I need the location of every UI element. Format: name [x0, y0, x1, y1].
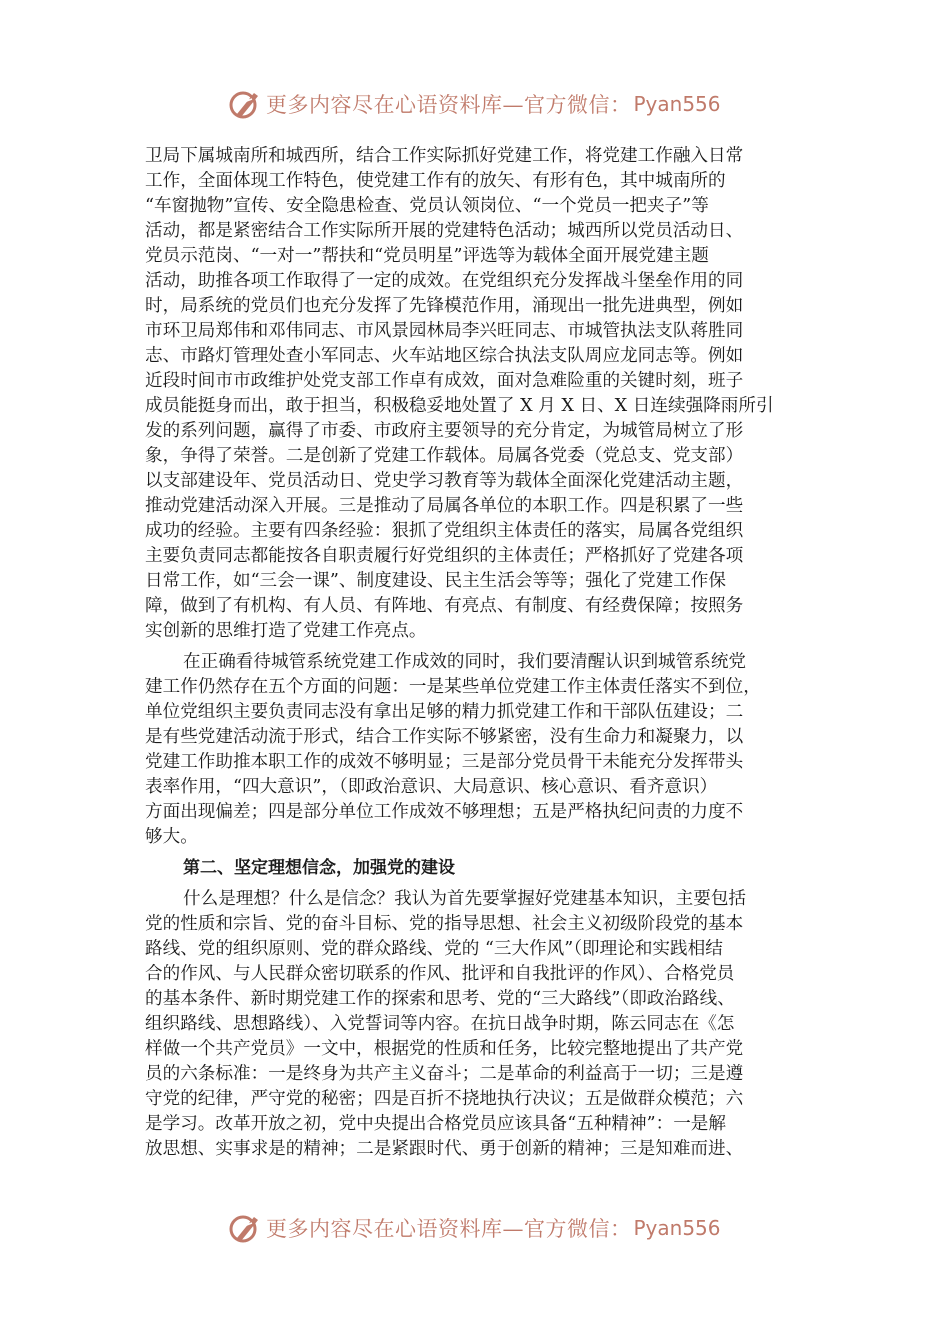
- watermark-text: 更多内容尽在心语资料库—官方微信：: [266, 1217, 632, 1241]
- text-line: 工作，全面体现工作特色，使党建工作有的放矢、有形有色，其中城南所的: [145, 171, 726, 191]
- text-line: 够大。: [145, 827, 198, 847]
- text-line: “车窗抛物”宣传、安全隐患检查、党员认领岗位、“一个党员一把夹子”等: [145, 196, 709, 216]
- pen-logo-icon: [228, 87, 262, 121]
- text-line: 活动，助推各项工作取得了一定的成效。在党组织充分发挥战斗堡垒作用的同: [145, 271, 744, 291]
- text-line: 组织路线、思想路线）、入党誓词等内容。在抗日战争时期，陈云同志在《怎: [145, 1014, 735, 1034]
- text-line: 放思想、实事求是的精神；二是紧跟时代、勇于创新的精神；三是知难而进、: [145, 1139, 744, 1159]
- text-line: 党的性质和宗旨、党的奋斗目标、党的指导思想、社会主义初级阶段党的基本: [145, 914, 744, 934]
- text-line: 在正确看待城管系统党建工作成效的同时，我们要清醒认识到城管系统党: [183, 652, 747, 672]
- text-line: 表率作用，“四大意识”，（即政治意识、大局意识、核心意识、看齐意识）: [145, 777, 718, 797]
- document-body: [145, 144, 825, 1162]
- text-line: 实创新的思维打造了党建工作亮点。: [145, 621, 427, 641]
- text-line: 志、市路灯管理处查小军同志、火车站地区综合执法支队周应龙同志等。例如: [145, 346, 744, 366]
- text-line: 党员示范岗、“一对一”帮扶和“党员明星”评选等为载体全面开展党建主题: [145, 246, 709, 266]
- text-line: 日常工作，如“三会一课”、制度建设、民主生活会等等；强化了党建工作保: [145, 571, 726, 591]
- text-line: 是学习。改革开放之初，党中央提出合格党员应该具备“五种精神”：一是解: [145, 1114, 726, 1134]
- text-line: 活动，都是紧密结合工作实际所开展的党建特色活动；城西所以党员活动日、: [145, 221, 744, 241]
- text-line: 的基本条件、新时期党建工作的探索和思考、党的“三大路线”（即政治路线、: [145, 989, 735, 1009]
- text-line: 什么是理想？什么是信念？我认为首先要掌握好党建基本知识，主要包括: [183, 889, 747, 909]
- text-line: 主要负责同志都能按各自职责履行好党组织的主体责任；严格抓好了党建各项: [145, 546, 744, 566]
- text-line: 近段时间市市政维护处党支部工作卓有成效，面对急难险重的关键时刻，班子: [145, 371, 744, 391]
- text-line: 卫局下属城南所和城西所，结合工作实际抓好党建工作，将党建工作融入日常: [145, 146, 744, 166]
- footer-watermark-banner: [0, 1208, 950, 1248]
- text-line: 建工作仍然存在五个方面的问题：一是某些单位党建工作主体责任落实不到位，: [145, 677, 761, 697]
- text-line: 成功的经验。主要有四条经验：狠抓了党组织主体责任的落实，局属各党组织: [145, 521, 744, 541]
- text-line: 样做一个共产党员》一文中，根据党的性质和任务，比较完整地提出了共产党: [145, 1039, 744, 1059]
- text-line: 成员能挺身而出，敢于担当，积极稳妥地处置了 X 月 X 日、X 日连续强降雨所引: [145, 396, 774, 416]
- text-line: 守党的纪律，严守党的秘密；四是百折不挠地执行决议；五是做群众模范；六: [145, 1089, 744, 1109]
- text-line: 党建工作助推本职工作的成效不够明显；三是部分党员骨干未能充分发挥带头: [145, 752, 744, 772]
- text-line: 发的系列问题，赢得了市委、市政府主要领导的充分肯定，为城管局树立了形: [145, 421, 744, 441]
- watermark-wechat-id: Pyan556: [633, 1216, 721, 1240]
- text-line: 单位党组织主要负责同志没有拿出足够的精力抓党建工作和干部队伍建设；二: [145, 702, 744, 722]
- text-line: 路线、党的组织原则、党的群众路线、党的 “三大作风”（即理论和实践相结: [145, 939, 723, 959]
- watermark-text: 更多内容尽在心语资料库—官方微信：: [266, 93, 632, 117]
- text-line: 推动党建活动深入开展。三是推动了局属各单位的本职工作。四是积累了一些: [145, 496, 744, 516]
- header-watermark-banner: [0, 84, 950, 124]
- text-line: 是有些党建活动流于形式，结合工作实际不够紧密，没有生命力和凝聚力，以: [145, 727, 744, 747]
- text-line: 员的六条标准：一是终身为共产主义奋斗；二是革命的利益高于一切；三是遵: [145, 1064, 744, 1084]
- text-line: 时，局系统的党员们也充分发挥了先锋模范作用，涌现出一批先进典型，例如: [145, 296, 744, 316]
- text-line: 障，做到了有机构、有人员、有阵地、有亮点、有制度、有经费保障；按照务: [145, 596, 744, 616]
- paragraph-ideals: [145, 887, 825, 1162]
- watermark-wechat-id: Pyan556: [633, 92, 721, 116]
- paragraph-problems: [145, 650, 825, 850]
- paragraph-achievements: [145, 144, 825, 644]
- text-line: 方面出现偏差；四是部分单位工作成效不够理想；五是严格执纪问责的力度不: [145, 802, 744, 822]
- text-line: 合的作风、与人民群众密切联系的作风、批评和自我批评的作风）、合格党员: [145, 964, 735, 984]
- pen-logo-icon: [228, 1211, 262, 1245]
- text-line: 象，争得了荣誉。二是创新了党建工作载体。局属各党委（党总支、党支部）: [145, 446, 744, 466]
- text-line: 以支部建设年、党员活动日、党史学习教育等为载体全面深化党建活动主题，: [145, 471, 744, 491]
- section-heading: 第二、坚定理想信念，加强党的建设: [183, 858, 455, 878]
- text-line: 市环卫局郑伟和邓伟同志、市风景园林局李兴旺同志、市城管执法支队蒋胜同: [145, 321, 744, 341]
